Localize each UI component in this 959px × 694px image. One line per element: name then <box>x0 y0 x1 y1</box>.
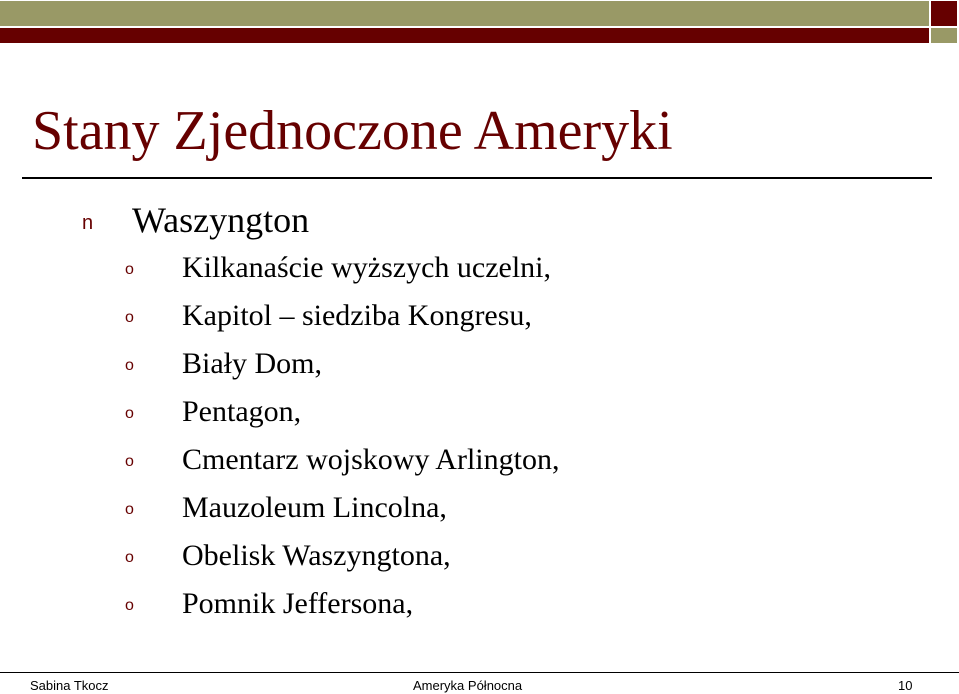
footer-topic: Ameryka Północna <box>413 678 523 693</box>
sub-bullet-icon: o <box>125 549 134 566</box>
level1-bullet-icon: n <box>82 212 94 234</box>
sub-bullet-icon: o <box>125 453 134 470</box>
sub-bullet-icon: o <box>125 357 134 374</box>
sub-bullet-text: Obelisk Waszyngtona, <box>182 539 451 572</box>
sub-bullet-icon: o <box>125 261 134 278</box>
slide-title: Stany Zjednoczone Ameryki <box>32 100 673 162</box>
footer-page-number: 10 <box>898 678 913 693</box>
list-item <box>0 488 700 536</box>
list-item <box>0 536 700 584</box>
footer-author: Sabina Tkocz <box>30 678 109 693</box>
footer-divider <box>0 672 959 673</box>
sub-bullet-text: Mauzoleum Lincolna, <box>182 491 447 524</box>
sub-bullet-text: Kilkanaście wyższych uczelni, <box>182 251 552 284</box>
list-item <box>0 392 700 440</box>
header-decoration-band <box>0 0 959 44</box>
list-item <box>0 296 700 344</box>
sub-bullet-text: Pentagon, <box>182 395 302 428</box>
list-item <box>0 584 700 632</box>
sub-bullet-icon: o <box>125 405 134 422</box>
list-item <box>0 344 700 392</box>
header-corner-square-olive <box>931 28 957 43</box>
header-maroon-stripe <box>0 28 929 43</box>
sub-bullet-icon: o <box>125 597 134 614</box>
list-item <box>0 440 700 488</box>
list-item <box>0 248 700 296</box>
header-corner-square-maroon <box>931 1 957 26</box>
sub-bullet-text: Kapitol – siedziba Kongresu, <box>182 299 532 332</box>
title-underline <box>22 177 932 179</box>
sub-bullet-icon: o <box>125 309 134 326</box>
sub-bullet-text: Pomnik Jeffersona, <box>182 587 414 620</box>
sub-bullet-text: Cmentarz wojskowy Arlington, <box>182 443 560 476</box>
level1-bullet-text: Waszyngton <box>132 200 310 240</box>
sub-bullet-text: Biały Dom, <box>182 347 322 380</box>
header-olive-stripe <box>0 1 930 26</box>
sub-bullet-icon: o <box>125 501 134 518</box>
sub-bullet-list <box>0 248 700 632</box>
